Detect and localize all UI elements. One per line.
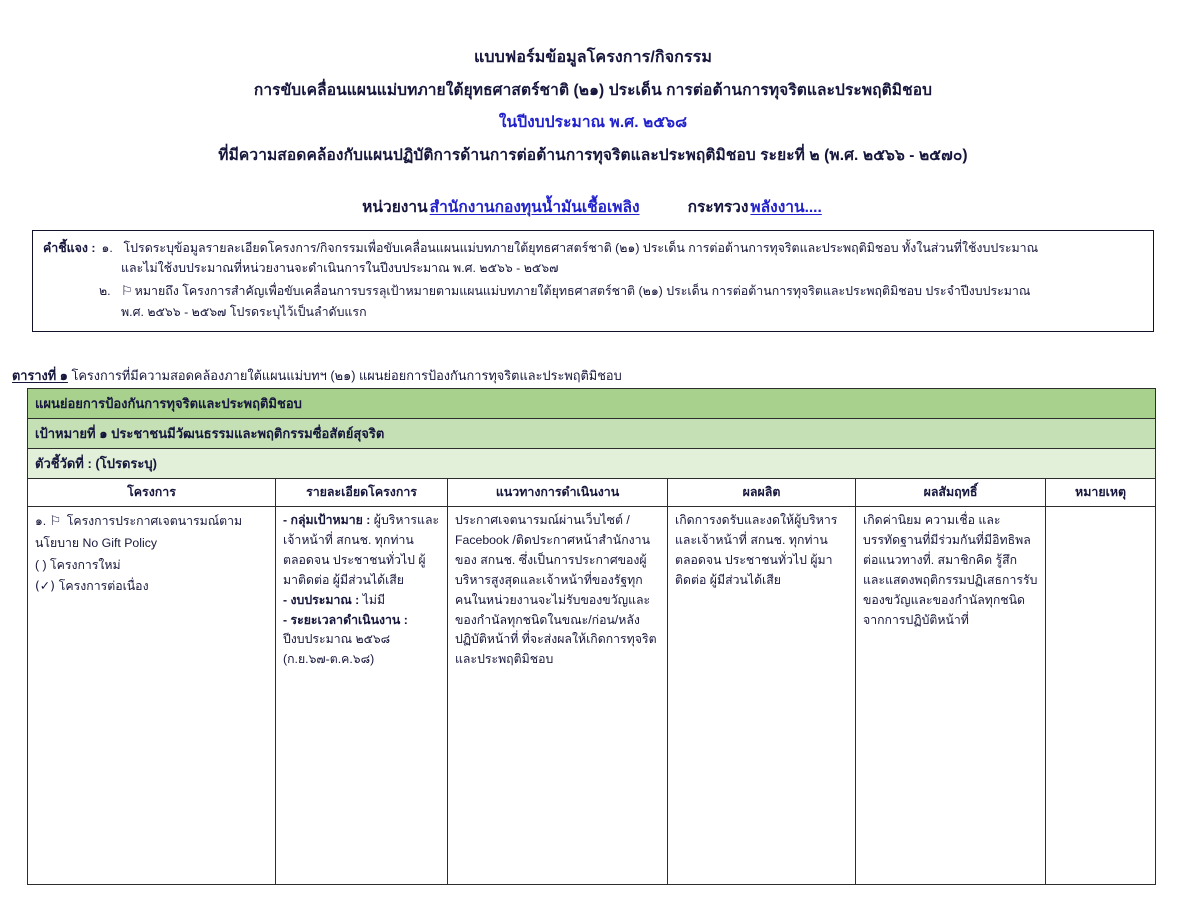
detail-period-label: - ระยะเวลาดำเนินงาน : bbox=[283, 612, 408, 627]
organization-line bbox=[0, 194, 1186, 219]
band-indicator: ตัวชี้วัดที่ : (โปรดระบุ) bbox=[28, 449, 1156, 479]
ministry-label: กระทรวง bbox=[687, 198, 749, 216]
column-header-details: รายละเอียดโครงการ bbox=[276, 479, 448, 507]
instruction-2-text-line-2: พ.ศ. ๒๕๖๖ - ๒๕๖๗ โปรดระบุไว้เป็นลำดับแรก bbox=[121, 305, 367, 320]
instruction-2-text-line-1: หมายถึง โครงการสำคัญเพื่อขับเคลื่อนการบรรลุเป้าหมายตามแผนแม่บทภายใต้ยุทธศาสตร์ชาติ (๒๑) ประเด็น การต่อต้านการทุจริตและประพฤติมิชอบ ประจำปีงบประมาณ bbox=[134, 284, 1031, 299]
document-header bbox=[0, 0, 1186, 168]
instruction-1-number: ๑. bbox=[101, 241, 113, 255]
column-header-approach: แนวทางการดำเนินงาน bbox=[448, 479, 668, 507]
project-name: โครงการประกาศเจตนารมณ์ตามนโยบาย No Gift Policy bbox=[35, 514, 243, 551]
doc-title-line-3: ในปีงบประมาณ พ.ศ. ๒๕๖๘ bbox=[498, 113, 688, 131]
ministry-value: พลังงาน.... bbox=[750, 198, 822, 216]
checkbox-new-project[interactable]: ( ) โครงการใหม่ bbox=[35, 557, 121, 572]
instruction-1-text-line-1: โปรดระบุข้อมูลรายละเอียดโครงการ/กิจกรรมเพื่อขับเคลื่อนแผนแม่บทภายใต้ยุทธศาสตร์ชาติ (๒๑) ประเด็น การต่อต้านการทุจริตและประพฤติมิชอบ ทั้งในส่วนที่ใช้งบประมาณ bbox=[123, 241, 1039, 255]
detail-budget-value: ไม่มี bbox=[362, 592, 386, 607]
flag-icon: ⚐ bbox=[49, 514, 62, 529]
band-goal: เป้าหมายที่ ๑ ประชาชนมีวัฒนธรรมและพฤติกรรมซื่อสัตย์สุจริต bbox=[28, 419, 1156, 449]
cell-approach bbox=[448, 507, 668, 885]
table-caption-text: โครงการที่มีความสอดคล้องภายใต้แผนแม่บทฯ (๒๑) แผนย่อยการป้องกันการทุจริตและประพฤติมิชอบ bbox=[71, 368, 622, 383]
column-header-remark: หมายเหตุ bbox=[1046, 479, 1156, 507]
column-header-output: ผลผลิต bbox=[668, 479, 856, 507]
outcome-text: เกิดค่านิยม ความเชื่อ และบรรทัดฐานที่มีร่วมกันที่มีอิทธิพลต่อแนวทางที่. สมาชิกคิด รู้สึก และแสดงพฤติกรรมปฏิเสธการรับของขวัญและของกำนัลทุกชนิดจากการปฏิบัติหน้าที่ bbox=[863, 513, 1038, 627]
instruction-1-continuation bbox=[43, 258, 1143, 278]
cell-project bbox=[28, 507, 276, 885]
projects-table bbox=[27, 388, 1156, 885]
instruction-1-text-line-2: และไม่ใช้งบประมาณที่หน่วยงานจะดำเนินการในปีงบประมาณ พ.ศ. ๒๕๖๖ - ๒๕๖๗ bbox=[121, 261, 559, 276]
instructions-box bbox=[32, 230, 1154, 332]
detail-target-label: - กลุ่มเป้าหมาย : bbox=[283, 513, 371, 527]
detail-period-value: ปีงบประมาณ ๒๕๖๘ (ก.ย.๖๗-ต.ค.๖๘) bbox=[283, 632, 391, 667]
agency-value: สำนักงานกองทุนน้ำมันเชื้อเพลิง bbox=[429, 198, 640, 216]
instruction-item-2 bbox=[43, 281, 1143, 302]
agency-label: หน่วยงาน bbox=[362, 198, 428, 216]
approach-text: ประกาศเจตนารมณ์ผ่านเว็บไซต์ / Facebook /ติดประกาศหน้าสำนักงาน ของ สกนช. ซึ่งเป็นการประกาศของผู้บริหารสูงสุดและเจ้าหน้าที่ของรัฐทุกคนในหน่วยงานจะไม่รับของขวัญและของกำนัลทุกชนิดในขณะ/ก่อน/หลังปฏิบัติหน้าที่ ที่จะส่งผลให้เกิดการทุจริตและประพฤติมิชอบ bbox=[455, 513, 657, 667]
instruction-2-continuation bbox=[43, 302, 1143, 322]
doc-title-line-1: แบบฟอร์มข้อมูลโครงการ/กิจกรรม bbox=[474, 49, 712, 66]
table-caption-label: ตารางที่ ๑ bbox=[12, 368, 68, 383]
instruction-2-number: ๒. bbox=[99, 284, 111, 299]
table-row bbox=[28, 507, 1156, 885]
detail-budget-label: - งบประมาณ : bbox=[283, 592, 360, 607]
cell-remark bbox=[1046, 507, 1156, 885]
detail-target-value: ผู้บริหารและเจ้าหน้าที่ สกนช. ทุกท่าน ตลอดจน ประชาชนทั่วไป ผู้มาติดต่อ ผู้มีส่วนได้เสีย bbox=[283, 513, 440, 587]
table-caption bbox=[12, 365, 622, 386]
project-number: ๑. bbox=[35, 514, 47, 528]
doc-title-line-4: ที่มีความสอดคล้องกับแผนปฏิบัติการด้านการต่อต้านการทุจริตและประพฤติมิชอบ ระยะที่ ๒ (พ.ศ. ๒๕๖๖ - ๒๕๗๐) bbox=[218, 146, 968, 164]
instructions-label: คำชี้แจง : bbox=[43, 241, 96, 255]
cell-details bbox=[276, 507, 448, 885]
table-band-row-indicator bbox=[28, 449, 1156, 479]
table-header-row bbox=[28, 479, 1156, 507]
instruction-item-1 bbox=[43, 238, 1143, 258]
table-band-row-subplan bbox=[28, 389, 1156, 419]
cell-outcome bbox=[856, 507, 1046, 885]
band-subplan: แผนย่อยการป้องกันการทุจริตและประพฤติมิชอบ bbox=[28, 389, 1156, 419]
cell-output bbox=[668, 507, 856, 885]
checkbox-continued-project[interactable]: (✓) โครงการต่อเนื่อง bbox=[35, 578, 149, 593]
column-header-project: โครงการ bbox=[28, 479, 276, 507]
column-header-outcome: ผลสัมฤทธิ์ bbox=[856, 479, 1046, 507]
doc-title-line-2: การขับเคลื่อนแผนแม่บทภายใต้ยุทธศาสตร์ชาติ (๒๑) ประเด็น การต่อต้านการทุจริตและประพฤติมิชอบ bbox=[253, 81, 933, 99]
output-text: เกิดการงดรับและงดให้ผู้บริหารและเจ้าหน้าที่ สกนช. ทุกท่าน ตลอดจน ประชาชนทั่วไป ผู้มาติดต่อ ผู้มีส่วนได้เสีย bbox=[675, 513, 838, 587]
flag-icon: ⚐ bbox=[121, 284, 133, 300]
table-band-row-goal bbox=[28, 419, 1156, 449]
